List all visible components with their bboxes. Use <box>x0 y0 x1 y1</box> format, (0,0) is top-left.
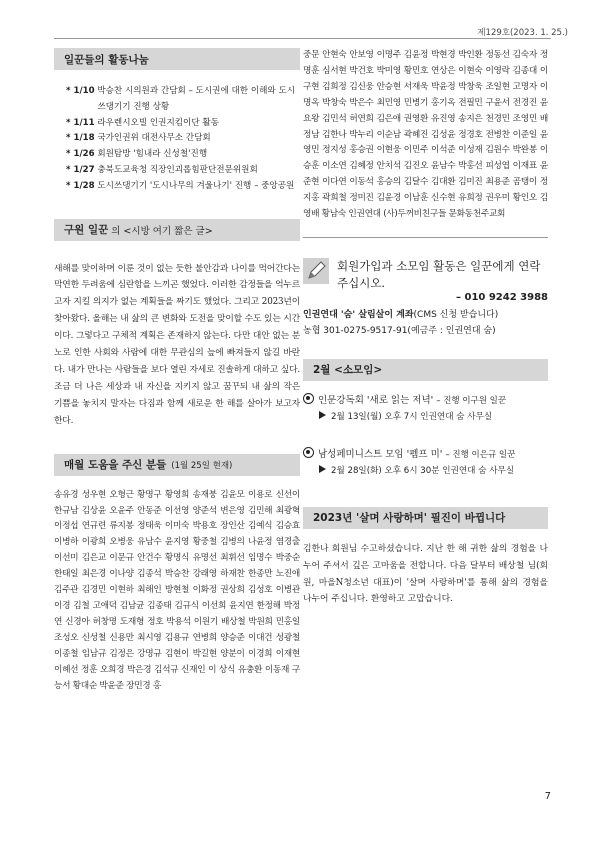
activities-list <box>54 84 300 195</box>
activity-text: 국가인권위 대전사무소 간담회 <box>97 133 211 144</box>
activity-date: * 1/11 <box>66 117 95 128</box>
activities-title: 일꾼들의 활동나눔 <box>64 53 149 66</box>
donors-note: (1월 25일 현재) <box>171 460 233 471</box>
notice-body: 김한나 회원님 수고하셨습니다. 지난 한 해 귀한 삶의 경험을 나누어 주셔서 깊은 고마움을 전합니다. 다음 달부터 배상철 님(회원, 마을N청소년 대표)이 '살며 사랑하며'를 통해 삶의 경험을 나누어 주십니다. 환영하고 고맙습니다. <box>303 543 548 605</box>
meeting-detail: 2월 13일(월) 오후 7시 인권연대 숨 사무실 <box>331 411 493 422</box>
meeting-detail: 2월 28일(화) 오후 6시 30분 인권연대 숨 사무실 <box>331 465 515 476</box>
essay-subtitle: 의 <시방 여기 짧은 글> <box>111 225 213 237</box>
essay-body <box>54 261 300 430</box>
issue-label: 제129호(2023. 1. 25.) <box>477 28 568 38</box>
activity-item <box>66 131 300 147</box>
page-number: 7 <box>544 791 551 802</box>
essay-text: 새해를 맞이하며 이룬 것이 없는 듯한 불안감과 나이를 먹어간다는 막연한 두려움에 심란함을 느끼곤 했었다. 이러한 감정들을 억누르고자 지킬 의지가 없는 계획들을 짜기도 했었다. 그리고 2023년이 찾아왔다. 올해는 내 삶의 큰 변화와 도전을 맞이할 수도 있는 시간이다. 그렇다고 구체적 계획은 존재하지 않는다. 다만 대안 없는 분노로 인한 사회와 사람에 대한 무관심의 늪에 빠져들지 않길 바란다. 내가 만나는 사람들을 보다 열린 자세로 진솔하게 대하고 싶다. 조금 더 나은 세상과 내 자신을 지키지 않고 꿈꾸되 내 삶의 작은 기쁨을 놓치지 말자는 다짐과 함께 새로운 한 해를 살아가 보고자 한다. <box>54 263 300 426</box>
activity-date: * 1/27 <box>66 164 95 175</box>
activity-date: * 1/10 <box>66 86 95 96</box>
donors-list-continued: 중문 안현숙 안보영 이명주 김윤정 박현경 박인환 정동선 김숙자 정명훈 심서현 박건호 박미영 황민호 연상은 이현숙 이영락 김종대 이구현 김희정 김신웅 안승현 서재욱 박윤정 박창욱 조일현 고명자 이명옥 박창숙 박은수 최민영 민병기 홍기옥 전필민 구윤서 전경진 윤요왕 김민석 허연희 김은애 권영환 유진영 송지은 천경민 조영민 배정남 김한나 박누리 이순남 곽혜진 김성윤 정경호 전병찬 이준일 윤영민 정지성 홍승권 이현웅 이민주 이석준 이성재 김원수 박완봉 이승훈 이소연 김혜정 안치석 김진오 윤남수 박홍선 피성엽 이재표 윤준현 이다연 이동석 홍승의 김달수 김대환 김미진 최용준 곰탱이 정지홍 곽희철 정미진 김윤경 이남훈 신수현 유희정 권우미 황인오 김영배 황남숙 인권연대 (사)두꺼비친구들 문화동천주교회 <box>303 50 548 220</box>
arrow-right-icon <box>319 411 326 419</box>
join-phone: – 010 9242 3988 <box>456 291 548 303</box>
donors-list: 송유경 성우현 오형근 황명구 황영희 송재붕 김윤모 이용로 신선이 한규남 김상윤 오윤주 안동준 이선영 양준석 변은영 김민해 최광혁 이정섭 연규련 류지봉 정태욱 이미숙 박용호 장인산 김예식 김승효 이병하 이광희 오병웅 유남수 윤지영 황중철 김병의 나윤정 염경출 이선미 김은교 이문규 안건수 황명식 유명선 최휘선 임명수 박중순 한태일 최은경 이나양 김종석 박승찬 강래영 하재찬 한종만 노진애 김주관 김경민 이현하 최해인 방현철 이화정 권상희 김성호 이병관 이경 김철 고애덕 김남균 김종태 김규식 이선희 윤지연 한정해 박정연 신경아 허창명 도재형 정호 박용석 이원기 배상철 박원희 민홍일 조성오 신성철 신용만 최시영 김용규 연병희 양승준 이대건 성광철 이종철 임남규 김정은 강명규 김현이 박길현 양분이 이경희 이재현 이혜선 정훈 오희경 박은경 김석규 신재인 이 상식 유충환 이동재 구능서 황대순 박윤준 장민경 홍 <box>54 489 300 691</box>
join-text: 회원가입과 소모임 활동은 일꾼에게 연락 주십시오. <box>337 258 541 290</box>
bank-account: 농협 301-0275-9517-91(예금주 : 인권연대 숨) <box>303 325 496 336</box>
activity-item <box>66 116 300 132</box>
pencil-icon <box>303 258 329 284</box>
activity-text: 라우렌시오빌 인권지킴이단 활동 <box>97 117 219 128</box>
activity-text: 충북도교육청 직장인괴롭힘판단전문위원회 <box>97 164 258 175</box>
activity-item <box>66 147 300 163</box>
right-column <box>303 48 548 608</box>
meeting-item <box>303 393 548 425</box>
arrow-right-icon <box>319 465 326 473</box>
meetings-title: 2월 <소모임> <box>313 364 383 377</box>
meeting-name: 남성페미니스트 모임 '펨프 미' <box>318 448 443 460</box>
activity-item <box>66 163 300 179</box>
notice-title: 2023년 '살며 사랑하며' 필진이 바뀝니다 <box>313 512 506 525</box>
meeting-item <box>303 447 548 479</box>
activity-text: 회원탐방 '힘내라 신성철'진행 <box>97 149 208 160</box>
activity-date: * 1/18 <box>66 133 95 144</box>
bank-note: (CMS 신청 받습니다) <box>413 309 499 320</box>
join-box <box>303 248 548 303</box>
activity-date: * 1/28 <box>66 180 95 191</box>
activity-text: 도시쓰댕기기 '도시나무의 겨울나기' 진행 – 중앙공원 <box>97 180 295 191</box>
activities-heading <box>54 48 300 70</box>
donors-heading <box>54 454 300 476</box>
meeting-host: – 진행 이은규 일꾼 <box>445 449 516 460</box>
bank-label: 인권연대 '숨' 살림살이 계좌 <box>303 309 414 320</box>
essay-heading <box>54 219 300 241</box>
activity-text: 박승찬 시의원과 간담회 – 도시권에 대한 이해와 도시쓰댕기기 진행 상황 <box>97 86 296 112</box>
bullet-circle-icon <box>303 393 314 404</box>
activity-item <box>66 179 300 195</box>
bank-info <box>303 307 548 339</box>
bullet-circle-icon <box>303 447 314 458</box>
header-rule <box>54 38 551 39</box>
left-column <box>54 48 300 694</box>
activity-date: * 1/26 <box>66 149 95 160</box>
notice-heading <box>303 507 548 529</box>
essay-title: 구원 일꾼 <box>64 224 109 237</box>
meetings-heading <box>303 359 548 381</box>
meeting-name: 인문강독회 '새로 읽는 저녁' <box>318 394 434 406</box>
meeting-host: – 진행 이구원 일꾼 <box>436 395 507 406</box>
donors-title: 매월 도움을 주신 분들 <box>64 459 167 472</box>
divider <box>303 237 548 238</box>
activity-item <box>66 84 300 116</box>
